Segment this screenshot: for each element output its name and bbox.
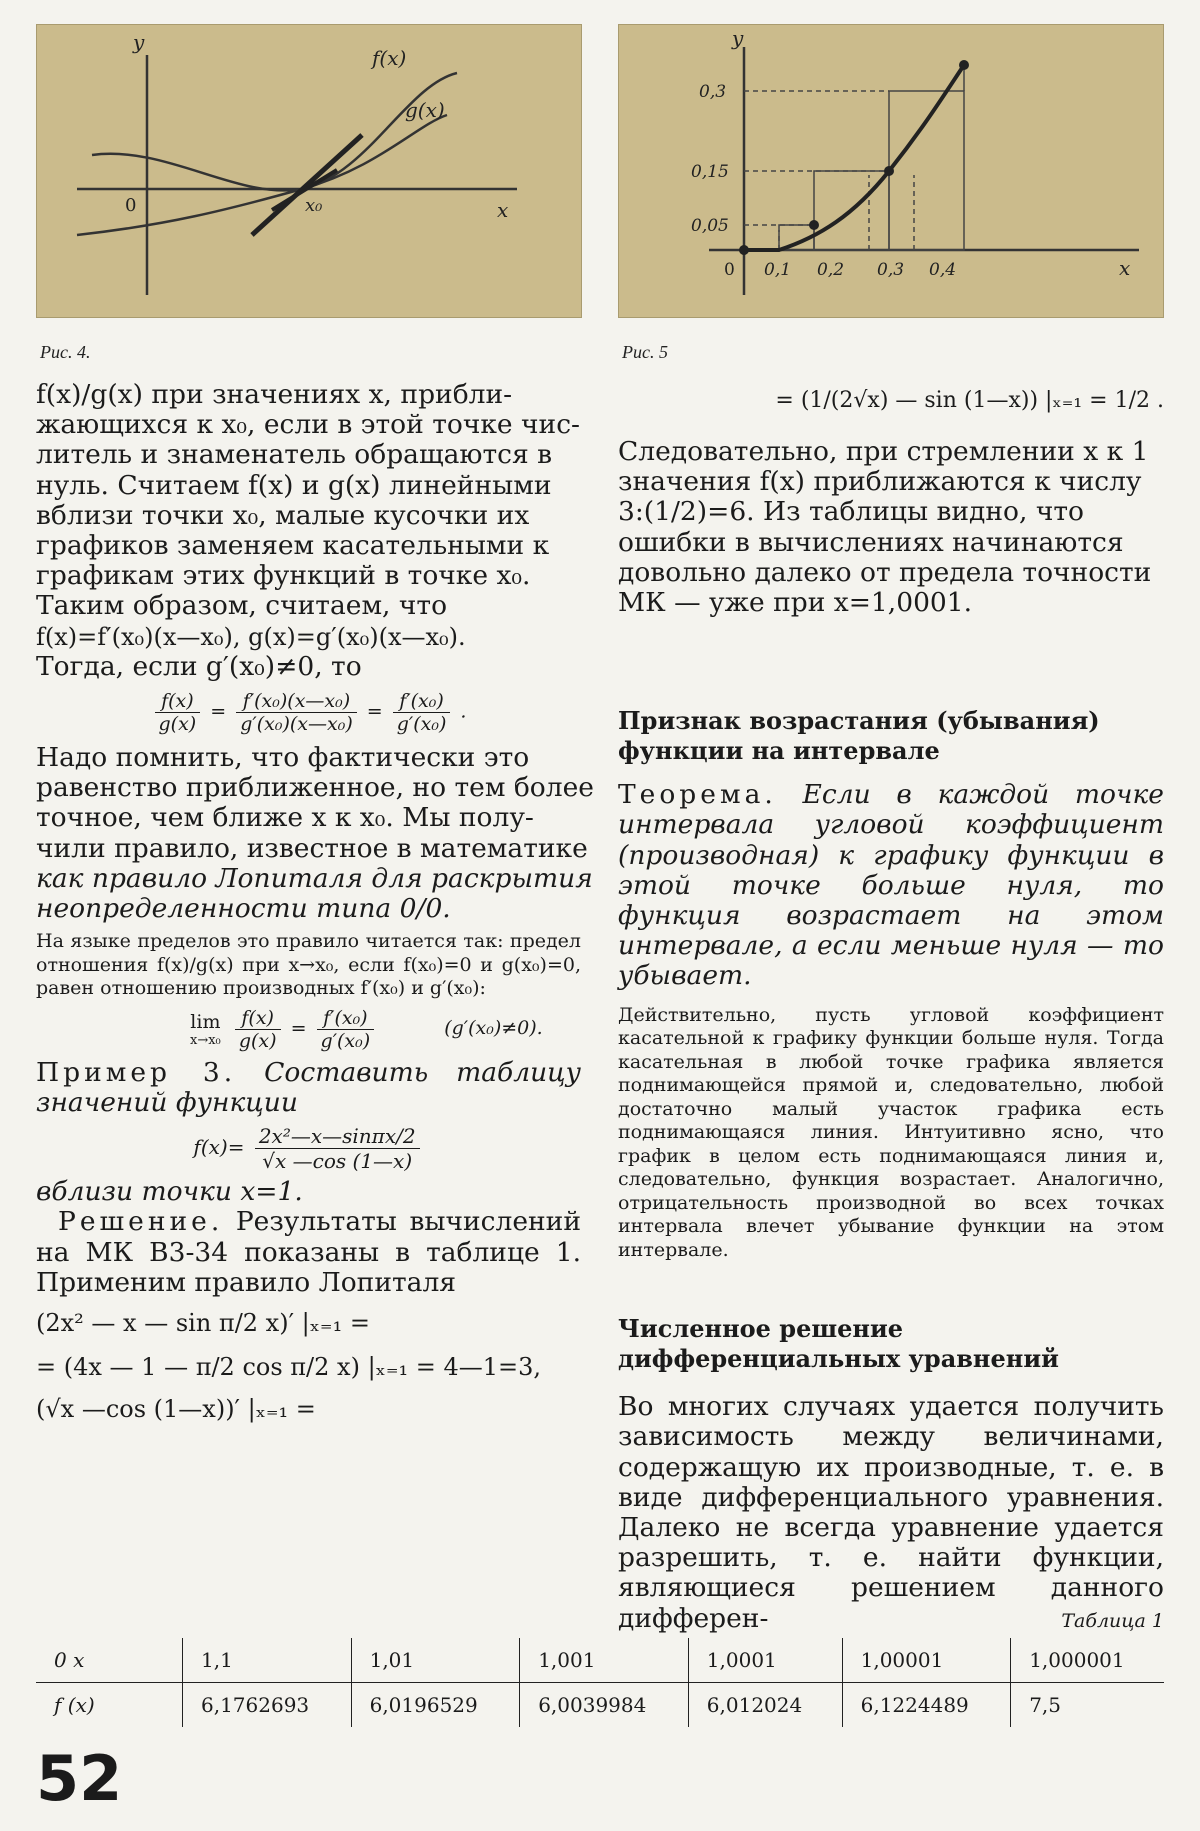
fig4-x-label: x bbox=[497, 198, 509, 222]
step-rects bbox=[779, 65, 964, 250]
right-paragraph-2: Во многих случаях удается получить зависимость между величинами, содержащую их производные, т. е. в виде дифференциального уравнения. Далеко не всегда уравнение удается разрешить, т. е. найти функции, являющиеся решением данного дифферен- bbox=[618, 1391, 1164, 1634]
figure-5 bbox=[618, 24, 1164, 318]
fig4-origin: 0 bbox=[125, 195, 137, 216]
fig4-g-label: g(x) bbox=[405, 98, 445, 122]
point-1 bbox=[809, 220, 819, 230]
section-heading-monotonic: Признак возрастания (убывания) функции на интервале bbox=[618, 706, 1100, 766]
fig5-x3: 0,3 bbox=[877, 260, 905, 280]
figure-4 bbox=[36, 24, 582, 318]
equation-1: $\frac{f(x)}{g(x)}$ = $\frac{\text{f′(x₀)(x—x₀)}}{\text{g′(x₀)(x—x₀)}}$ = $\frac{\text{f′(x₀)}}{\text{g′(x₀)}}$ . bbox=[36, 690, 581, 735]
derivative-2: = (4x — 1 — π/2 cos π/2 x) |ₓ₌₁ = 4—1=3, bbox=[36, 1353, 542, 1382]
fig4-f-label: f(x) bbox=[372, 46, 407, 70]
example-3: Пример 3. Составить таблицу значений функции bbox=[36, 1056, 581, 1118]
left-column bbox=[36, 379, 594, 1425]
fig4-x0-label: x₀ bbox=[305, 195, 323, 216]
fig5-y3: 0,05 bbox=[691, 216, 729, 236]
function-curve bbox=[744, 65, 964, 250]
derivative-3: (√x —cos (1—x))′ |ₓ₌₁ = bbox=[36, 1395, 316, 1424]
solution: Решение. Результаты вычислений на МК В3-34 показаны в таблице 1. Применим правило Лопиталя bbox=[36, 1206, 581, 1298]
fig5-origin: 0 bbox=[724, 260, 735, 280]
equation-top: = (1/(2√x) — sin (1—x)) |ₓ₌₁ = 1/2 . bbox=[775, 388, 1164, 413]
point-0 bbox=[739, 245, 749, 255]
right-paragraph-1: Следовательно, при стремлении x к 1 значения f(x) приближаются к числу 3:(1/2)=6. Из таблицы видно, что ошибки в вычислениях начинаются довольно далеко от предела точности МК — уже при x=1,0001. bbox=[618, 436, 1152, 619]
limit-formula: lim x→x₀ $\frac{f(x)}{g(x)}$ = $\frac{\text{f′(x₀)}}{\text{g′(x₀)}}$ (g′(x₀)≠0). bbox=[190, 1006, 543, 1052]
g-curve bbox=[77, 115, 447, 235]
table-row: f (x) 6,1762693 6,0196529 6,0039984 6,012024 6,1224489 7,5 bbox=[36, 1683, 1164, 1728]
derivative-1: (2x² — x — sin π/2 x)′ |ₓ₌₁ = bbox=[36, 1308, 370, 1337]
figure-4-caption: Рис. 4. bbox=[40, 342, 91, 362]
right-column bbox=[618, 380, 1164, 1634]
fig5-y-label: y bbox=[732, 26, 744, 50]
left-small-text: На языке пределов это правило читается так: предел отношения f(x)/g(x) при x→x₀, если f(x₀)=0 и g(x₀)=0, равен отношению производных f′(x₀) и g′(x₀): bbox=[36, 930, 581, 1000]
page-number: 52 bbox=[36, 1742, 123, 1815]
tangent-f bbox=[252, 135, 362, 235]
fig5-y2: 0,15 bbox=[691, 162, 729, 182]
table-row: 0 x 1,1 1,01 1,001 1,0001 1,00001 1,000001 bbox=[36, 1638, 1164, 1683]
left-paragraph-1: f(x)/g(x) при значениях x, прибли- жающихся к x₀, если в этой точке чис- литель и знаменатель обращаются в нуль. Считаем f(x) и g(x) линейными вблизи точки x₀, малые кусочки их графиков заменяем касательными к графикам этих функций в точке x₀. Таким образом, считаем, что f(x)=f′(x₀)(x—x₀), g(x)=g′(x₀)(x—x₀). Тогда, если g′(x₀)≠0, то bbox=[36, 379, 580, 682]
values-table bbox=[36, 1638, 1164, 1727]
right-small-text: Действительно, пусть угловой коэффициент касательной к графику функции больше нуля. Тогда касательная в любой точке графика является поднимающейся прямой и, следовательно, любой достаточно малый участок графика есть поднимающаяся линия. Интуитивно ясно, что график в целом есть поднимающаяся линия и, следовательно, функция возрастает. Аналогично, отрицательность производной во всех точках интервала влечет убывание функции на этом интервале. bbox=[618, 1003, 1164, 1261]
fig5-y1: 0,3 bbox=[699, 82, 727, 102]
fig5-x4: 0,4 bbox=[929, 260, 957, 280]
figure-5-caption: Рис. 5 bbox=[622, 342, 668, 362]
section-heading-numerical: Численное решение дифференциальных уравнений bbox=[618, 1314, 1059, 1374]
fig5-x-label: x bbox=[1119, 256, 1131, 280]
point-2 bbox=[884, 166, 894, 176]
fig5-x1: 0,1 bbox=[764, 260, 792, 280]
point-3 bbox=[959, 60, 969, 70]
theorem: Теорема. Если в каждой точке интервала угловой коэффициент (производная) к графику функции в этой точке больше нуля, то функция возрастает на этом интервале, а если меньше нуля — то убывает. bbox=[618, 779, 1164, 992]
figure-4-plot bbox=[37, 25, 581, 317]
figure-5-plot bbox=[619, 25, 1163, 317]
function-formula: f(x)= $\frac{\text{2x²—x—sinπx/2}}{√x —\cos (1—x)}$ bbox=[36, 1124, 581, 1173]
fig5-x2: 0,2 bbox=[817, 260, 845, 280]
fig4-y-label: y bbox=[133, 30, 145, 54]
table-title: Таблица 1 bbox=[1061, 1610, 1164, 1632]
left-paragraph-2: Надо помнить, что фактически это равенство приближенное, но тем более точное, чем ближе x к x₀. Мы полу- чили правило, известное в математике как правило Лопиталя для раскрытия неопределенности типа 0/0. bbox=[36, 742, 594, 925]
near-point: вблизи точки x=1. bbox=[36, 1176, 303, 1208]
